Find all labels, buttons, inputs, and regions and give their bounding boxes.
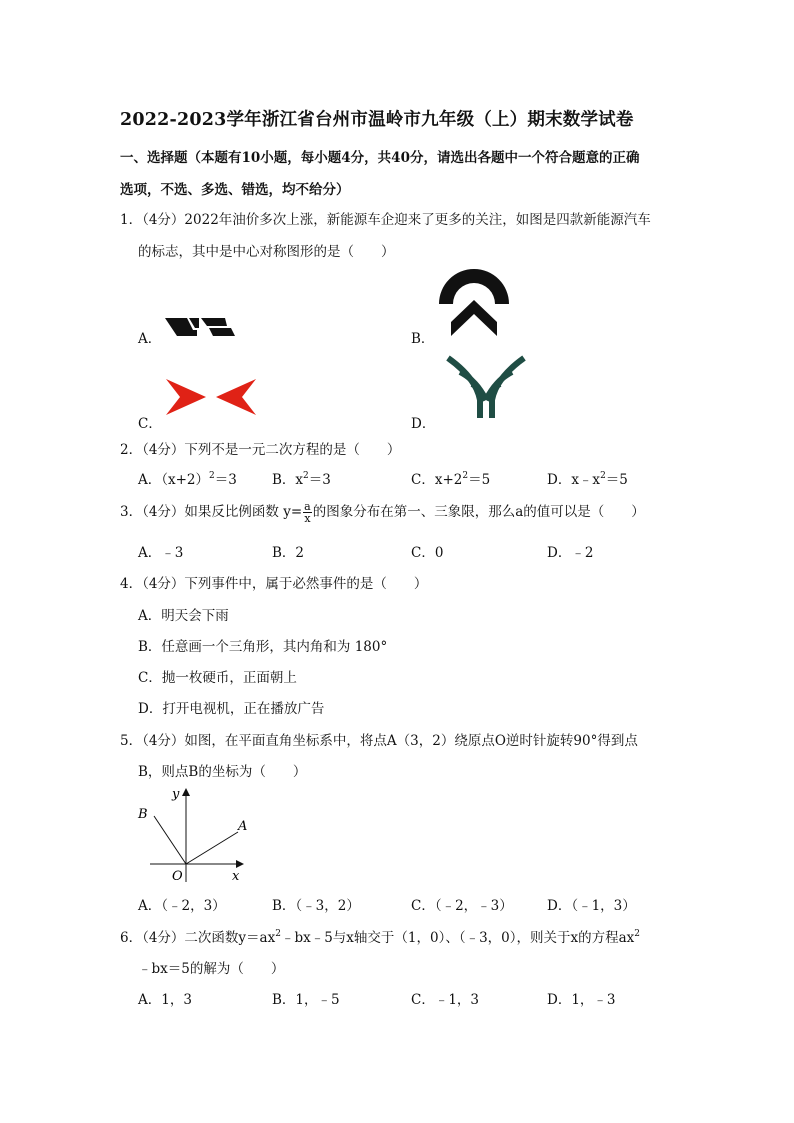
q5-option-d: D．（﹣1，3） [547, 898, 636, 914]
q3-option-b: B．2 [272, 545, 305, 561]
q5-y-axis-arrow [182, 788, 190, 796]
q5-segment-oa [186, 832, 238, 864]
q5-stem-line1: 5．（4分）如图，在平面直角坐标系中，将点A（3，2）绕原点O逆时针旋转90°得到点 [120, 733, 638, 749]
q1-stem-line2: 的标志，其中是中心对称图形的是（ ） [138, 244, 395, 260]
q3-option-c: C．0 [411, 545, 444, 561]
q5-label-x: x [232, 869, 240, 884]
q5-option-a: A．（﹣2，3） [138, 898, 226, 914]
q1-stem-line1: 1．（4分）2022年油价多次上涨，新能源车企迎来了更多的关注，如图是四款新能源汽车 [120, 212, 651, 228]
q1-option-d-label: D． [411, 416, 436, 432]
q1-option-a-label: A． [138, 331, 162, 347]
q3-stem: 3．（4分）如果反比例函数 y= $\frac{a}{x}$ 的图象分布在第一、三象限，那么a的值可以是（ ） [120, 500, 645, 525]
q6-option-d: D．1，﹣3 [547, 992, 616, 1008]
q5-option-c: C．（﹣2，﹣3） [411, 898, 513, 914]
q5-segment-ob [154, 816, 186, 864]
q5-coordinate-figure [136, 786, 256, 886]
q2-stem: 2．（4分）下列不是一元二次方程的是（ ） [120, 442, 401, 458]
q1-option-c-label: C． [138, 416, 162, 432]
q6-option-c: C．﹣1，3 [411, 992, 480, 1008]
q3-option-d: D．﹣2 [547, 545, 594, 561]
q2-option-b: B．$x^2=3$ [272, 471, 331, 488]
q4-option-d: D．打开电视机，正在播放广告 [138, 701, 325, 717]
q1-logo-d [446, 350, 526, 420]
q4-option-c: C．抛一枚硬币，正面朝上 [138, 670, 297, 686]
q6-option-a: A．1，3 [138, 992, 192, 1008]
q5-stem-line2: B，则点B的坐标为（ ） [138, 764, 307, 780]
q2-option-a: A．$(x+2)^2=3$ [138, 471, 237, 488]
section-heading-line2: 选项，不选、多选、错选，均不给分） [120, 182, 350, 198]
q4-option-b: B．任意画一个三角形，其内角和为 180° [138, 639, 388, 655]
q1-option-b-label: B． [411, 331, 435, 347]
q1-logo-c [166, 379, 256, 419]
q3-fraction: $\frac{a}{x}$ [304, 500, 311, 525]
q5-x-axis-arrow [236, 860, 244, 868]
q5-option-b: B．（﹣3，2） [272, 898, 360, 914]
section-heading-line1: 一、选择题（本题有10小题，每小题4分，共40分，请选出各题中一个符合题意的正确 [120, 150, 640, 166]
q6-stem-line1: 6．（4分）二次函数$y=ax^2﹣bx﹣5$与x轴交于（1，0）、（﹣3，0），则关于x的方程$ax^2$ [120, 929, 641, 946]
q5-label-o: O [172, 869, 183, 884]
page-title: 2022-2023学年浙江省台州市温岭市九年级（上）期末数学试卷 [120, 110, 634, 130]
q6-option-b: B．1，﹣5 [272, 992, 340, 1008]
q3-option-a: A．﹣3 [138, 545, 184, 561]
q4-stem: 4．（4分）下列事件中，属于必然事件的是（ ） [120, 576, 428, 592]
q5-label-b: B [138, 807, 148, 822]
q2-option-d: D．$x﹣x^2=5$ [547, 471, 628, 488]
q1-logo-a [165, 318, 263, 336]
q5-label-a: A [238, 819, 248, 834]
q6-stem-line2: ﹣bx＝5的解为（ ） [138, 961, 285, 977]
q1-logo-b [437, 270, 511, 344]
q4-option-a: A．明天会下雨 [138, 608, 229, 624]
q5-label-y: y [172, 787, 180, 802]
q2-option-c: C．$x+2^2=5$ [411, 471, 491, 488]
